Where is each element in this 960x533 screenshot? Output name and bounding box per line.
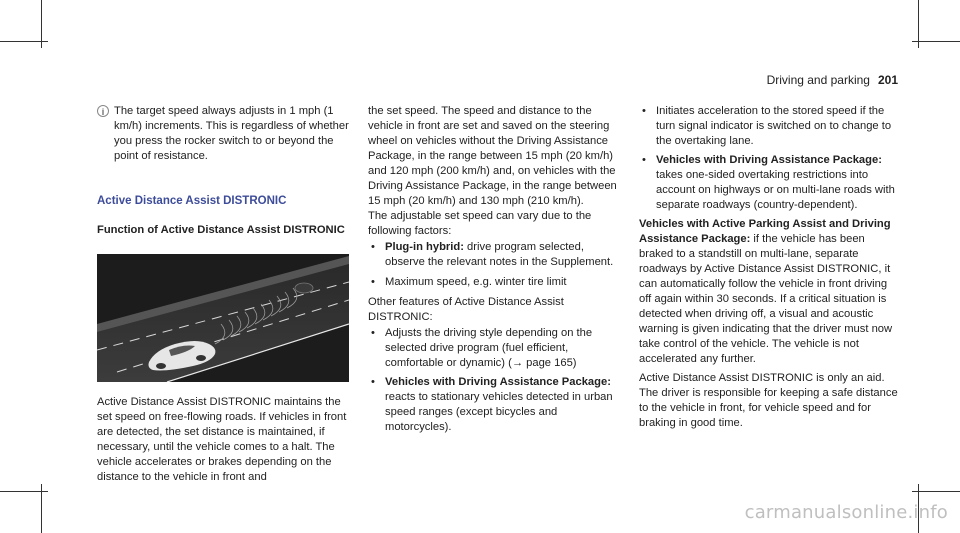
- note-text: The target speed always adjusts in 1 mph (1 km/h) increments. This is regardless of whether you press the rocker switch to or beyond the point of resistance.: [114, 105, 349, 162]
- features-list: [368, 326, 624, 435]
- behaviour-list: [639, 104, 899, 213]
- col3-paragraph-2: Active Distance Assist DISTRONIC is only an aid. The driver is responsible for keeping a safe distance to the vehicle in front, for vehicle speed and for braking in good time.: [639, 372, 898, 429]
- list-item: • Maximum speed, e.g. winter tire limit: [368, 275, 624, 290]
- header-section: Driving and parking: [766, 73, 870, 87]
- column-3: [639, 104, 899, 431]
- running-header: [767, 73, 898, 87]
- distronic-illustration: [97, 254, 349, 382]
- info-note: [97, 104, 353, 164]
- page-number: 201: [877, 73, 898, 87]
- intro-paragraph: Active Distance Assist DISTRONIC maintains the set speed on free-flowing roads. If vehicles in front are detected, the set distance is maintained, if necessary, until the vehicle comes to a halt. The vehicle accelerates or brakes depending on the distance to the vehicle in front and: [97, 396, 347, 483]
- column-1: [97, 104, 353, 485]
- crop-mark: [0, 41, 48, 42]
- list-item: • Adjusts the driving style depending on the selected drive program (fuel efficient, comfortable or dynamic) (→ page 165): [368, 326, 624, 371]
- factors-list: [368, 240, 624, 290]
- highway-car-illustration: [97, 254, 349, 382]
- subheading: Function of Active Distance Assist DISTRONIC: [97, 224, 345, 236]
- list-item: • Plug-in hybrid: drive program selected, observe the relevant notes in the Supplement.: [368, 240, 624, 270]
- col2-paragraph-1: the set speed. The speed and distance to the vehicle in front are set and saved on the steering wheel on vehicles without the Driving Assistance Package, in the range between 15 mph (20 km/h) and 120 mph (200 km/h) and, on vehicles with the Driving Assistance Package, in the range between 15 mph (20 km/h) and 130 mph (210 km/h).: [368, 105, 617, 207]
- section-title: Active Distance Assist DISTRONIC: [97, 195, 287, 207]
- col2-paragraph-3: Other features of Active Distance Assist DISTRONIC:: [368, 296, 564, 323]
- crop-mark: [912, 491, 960, 492]
- col2-paragraph-2: The adjustable set speed can vary due to the following factors:: [368, 210, 592, 237]
- crop-mark: [912, 41, 960, 42]
- watermark: carmanualsonline.info: [744, 502, 948, 523]
- col3-paragraph-1: Vehicles with Active Parking Assist and Driving Assistance Package: if the vehicle has been braked to a standstill on multi-lane, separate roadways by Active Distance Assist DISTRONIC, it can automatically follow the vehicle in front driving off again within 30 seconds. If a critical situation is detected when driving off, a visual and acoustic warning is given indicating that the driver must now take control of the vehicle. The vehicle is not accelerated any further.: [639, 218, 893, 365]
- info-circle-icon: i: [97, 105, 109, 117]
- column-2: [368, 104, 624, 435]
- list-item: • Vehicles with Driving Assistance Package: reacts to stationary vehicles detected in urban speed ranges (except bicycles and motorcycles).: [368, 375, 624, 435]
- list-item: • Initiates acceleration to the stored speed if the turn signal indicator is switched on to change to the overtaking lane.: [639, 104, 899, 149]
- crop-mark: [0, 491, 48, 492]
- list-item: • Vehicles with Driving Assistance Package: takes one-sided overtaking restrictions into account on highways or on multi-lane roads with separate roadways (country-dependent).: [639, 153, 899, 213]
